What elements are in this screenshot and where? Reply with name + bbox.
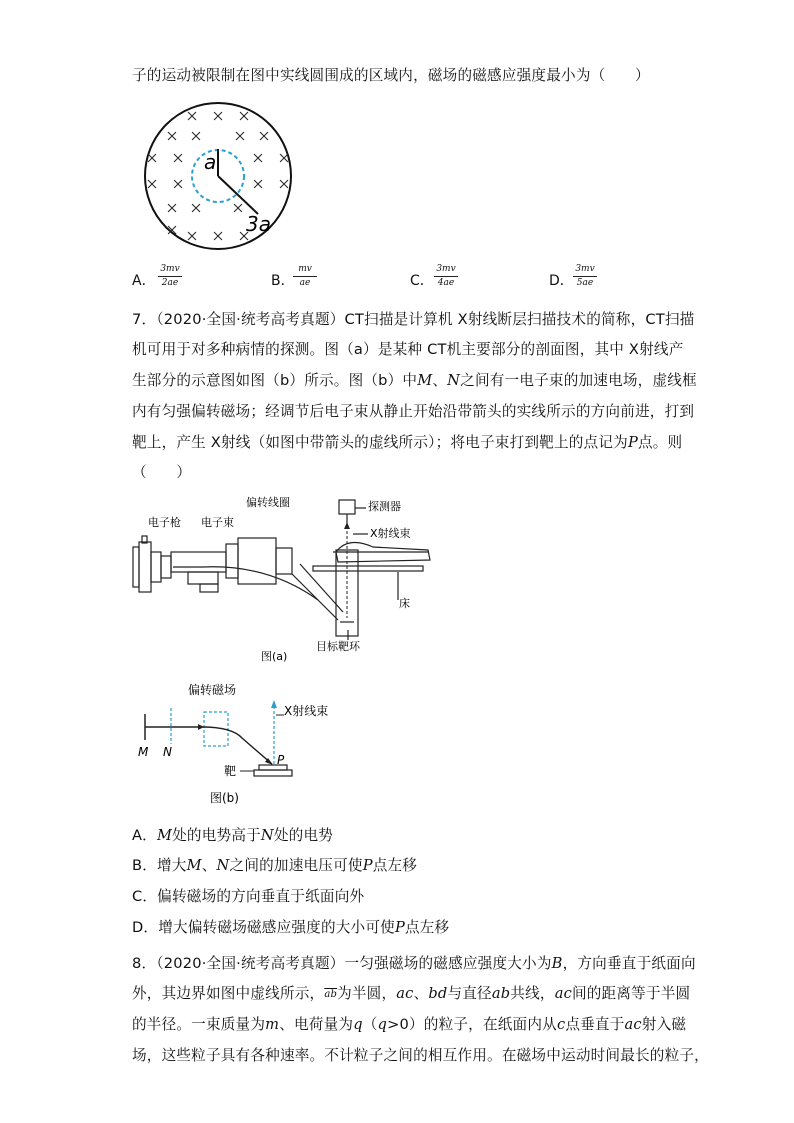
label-electron-gun: 电子枪 <box>148 516 181 529</box>
q8-line-3: 的半径。一束质量为m、电荷量为q（q>0）的粒子，在纸面内从c点垂直于ac射入磁 <box>132 1016 687 1033</box>
label-deflect-coil: 偏转线圈 <box>246 496 290 509</box>
q7-line-2: 机可用于对多种病情的探测。图（a）是某种 CT机主要部分的剖面图，其中 X射线产 <box>132 341 684 358</box>
q6-option-a-letter: A． <box>132 273 156 289</box>
field-cross-mark <box>174 180 182 188</box>
q7-option-d[interactable]: D．增大偏转磁场磁感应强度的大小可使P点左移 <box>132 919 450 936</box>
label-P: P <box>277 753 285 767</box>
q8-line-4: 场，这些粒子具有各种速率。不计粒子之间的相互作用。在磁场中运动时间最长的粒子， <box>132 1047 709 1064</box>
q6-option-d-fraction: 3mv 5ae <box>571 264 599 289</box>
field-cross-mark <box>280 180 288 188</box>
q6-option-b-letter: B． <box>271 273 295 289</box>
q7-line-1: 7．（2020·全国·统考高考真题）CT扫描是计算机 X射线断层扫描技术的简称，CT扫描 <box>132 311 695 328</box>
field-cross-mark <box>234 204 242 212</box>
q7-option-c[interactable]: C．偏转磁场的方向垂直于纸面向外 <box>132 888 365 905</box>
q6-option-c-letter: C． <box>410 273 434 289</box>
field-cross-mark <box>254 180 262 188</box>
q8-line-2: 外，其边界如图中虚线所示，$\overline{ab}$为半圆，ac、bd与直径ab共线，ac间的距离等于半圆 <box>132 985 691 1002</box>
q8-line-1: 8．（2020·全国·统考高考真题）一匀强磁场的磁感应强度大小为B，方向垂直于纸面向 <box>132 955 696 972</box>
label-detector: 探测器 <box>368 500 401 513</box>
q7-option-b[interactable]: B．增大M、N之间的加速电压可使P点左移 <box>132 857 418 874</box>
label-deflect-field: 偏转磁场 <box>188 683 237 697</box>
field-cross-mark <box>192 204 200 212</box>
field-cross-mark <box>168 204 176 212</box>
q7-line-5: 靶上，产生 X射线（如图中带箭头的虚线所示）；将电子束打到靶上的点记为P点。则 <box>132 434 683 451</box>
field-cross-mark <box>174 154 182 162</box>
label-xray-b: X射线束 <box>284 704 329 718</box>
label-target: 靶 <box>224 764 237 778</box>
label-xray-beam: X射线束 <box>370 527 411 540</box>
field-cross-mark <box>240 112 248 120</box>
field-cross-mark <box>214 232 222 240</box>
label-M: M <box>138 745 149 759</box>
field-cross-mark <box>280 154 288 162</box>
field-cross-mark <box>254 154 262 162</box>
q6-label-a: a <box>204 150 217 174</box>
field-cross-mark <box>188 232 196 240</box>
arc-ab: $\overline{ab}$ <box>324 989 338 1000</box>
label-target-ring: 目标靶环 <box>316 640 360 653</box>
label-bed: 床 <box>399 597 410 610</box>
field-cross-mark <box>188 112 196 120</box>
xray-generation-figure-b <box>132 678 372 808</box>
q6-option-a-fraction: 3mv 2ae <box>156 264 184 289</box>
q6-option-c-fraction: 3mv 4ae <box>432 264 460 289</box>
q6-option-b-fraction: mv ae <box>291 264 319 289</box>
q7-option-a[interactable]: A．M处的电势高于N处的电势 <box>132 827 334 844</box>
figure-b-caption: 图(b) <box>210 791 239 805</box>
field-cross-mark <box>148 180 156 188</box>
q7-line-4: 内有匀强偏转磁场；经调节后电子束从静止开始沿带箭头的实线所示的方向前进，打到 <box>132 403 695 420</box>
field-cross-mark <box>236 132 244 140</box>
ct-machine-figure-a <box>128 492 448 672</box>
q7-line-6: （ ） <box>132 464 192 481</box>
q7-line-3: 生部分的示意图如图（b）所示。图（b）中M、N之间有一电子束的加速电场，虚线框 <box>132 372 697 389</box>
figure-a-caption: 图(a) <box>261 650 288 663</box>
field-cross-mark <box>148 154 156 162</box>
q6-option-d-letter: D． <box>549 273 574 289</box>
label-N: N <box>163 745 172 759</box>
q6-stem-end: 子的运动被限制在图中实线圆围成的区域内，磁场的磁感应强度最小为（ ） <box>132 67 650 84</box>
field-cross-mark <box>260 132 268 140</box>
field-cross-mark <box>168 132 176 140</box>
q6-label-3a: 3a <box>246 212 271 236</box>
label-electron-beam: 电子束 <box>201 516 234 529</box>
q6-magnetic-field-figure <box>138 96 298 256</box>
field-cross-mark <box>214 112 222 120</box>
field-cross-mark <box>192 132 200 140</box>
